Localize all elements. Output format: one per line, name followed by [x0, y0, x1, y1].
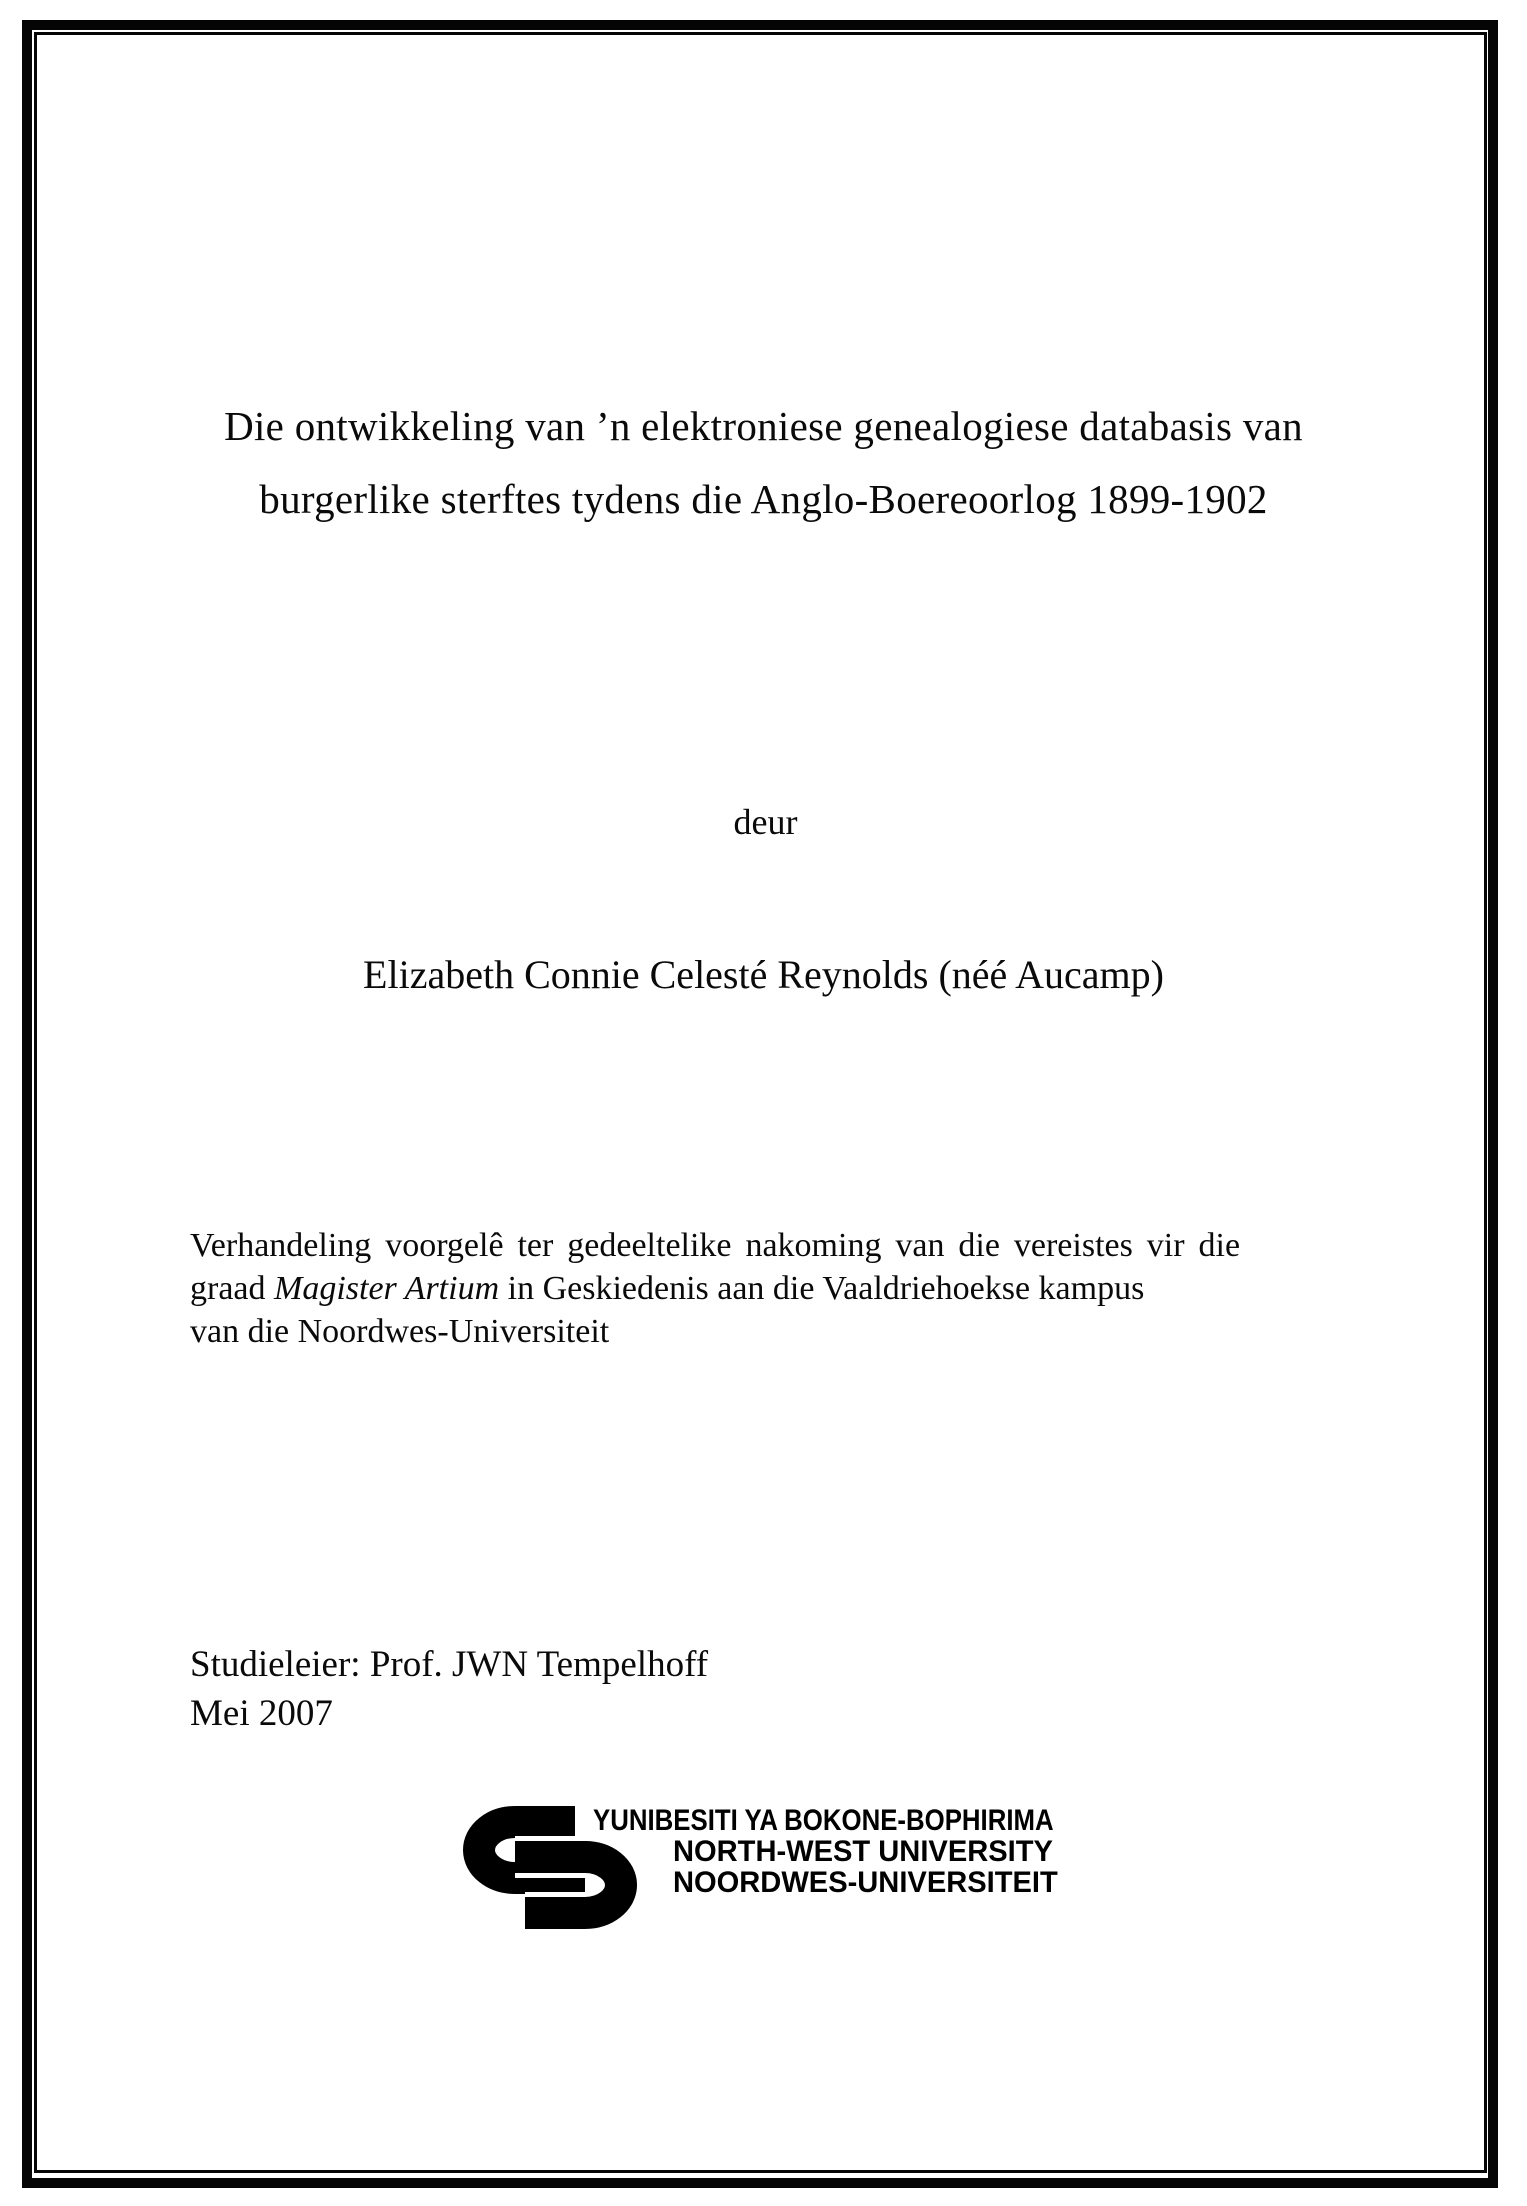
- university-logo: [463, 1803, 1103, 1943]
- degree-statement-line-1: Verhandeling voorgelê ter gedeeltelike nakoming van die vereistes vir die: [190, 1227, 1241, 1264]
- thesis-title-line-2: burgerlike sterftes tydens die Anglo-Boereoorlog 1899-1902: [259, 476, 1268, 522]
- byline-deur: deur: [733, 802, 798, 842]
- degree-name-italic: Magister Artium: [274, 1270, 500, 1307]
- date-line: Mei 2007: [190, 1693, 333, 1734]
- degree-statement-line-2: [190, 1267, 1353, 1310]
- author-name: Elizabeth Connie Celesté Reynolds (néé Aucamp): [363, 952, 1164, 997]
- thesis-title-line-1: Die ontwikkeling van ’n elektroniese genealogiese databasis van: [224, 403, 1303, 449]
- logo-line-setswana: YUNIBESITI YA BOKONE-BOPHIRIMA: [593, 1804, 1054, 1837]
- logo-line-afrikaans: NOORDWES-UNIVERSITEIT: [673, 1866, 1058, 1899]
- supervisor-line: Studieleier: Prof. JWN Tempelhoff: [190, 1644, 709, 1685]
- degree-statement: [190, 1224, 1353, 1353]
- logo-line-english: NORTH-WEST UNIVERSITY: [673, 1835, 1053, 1868]
- degree-statement-line-2-suffix: in Geskiedenis aan die Vaaldriehoekse kampus: [499, 1270, 1145, 1307]
- degree-statement-line-2-prefix: graad: [190, 1270, 275, 1307]
- supervisor-block: [190, 1640, 708, 1738]
- thesis-title: [10, 390, 1517, 536]
- degree-statement-line-3: van die Noordwes-Universiteit: [190, 1313, 610, 1350]
- university-logo-text: [593, 1805, 1129, 1898]
